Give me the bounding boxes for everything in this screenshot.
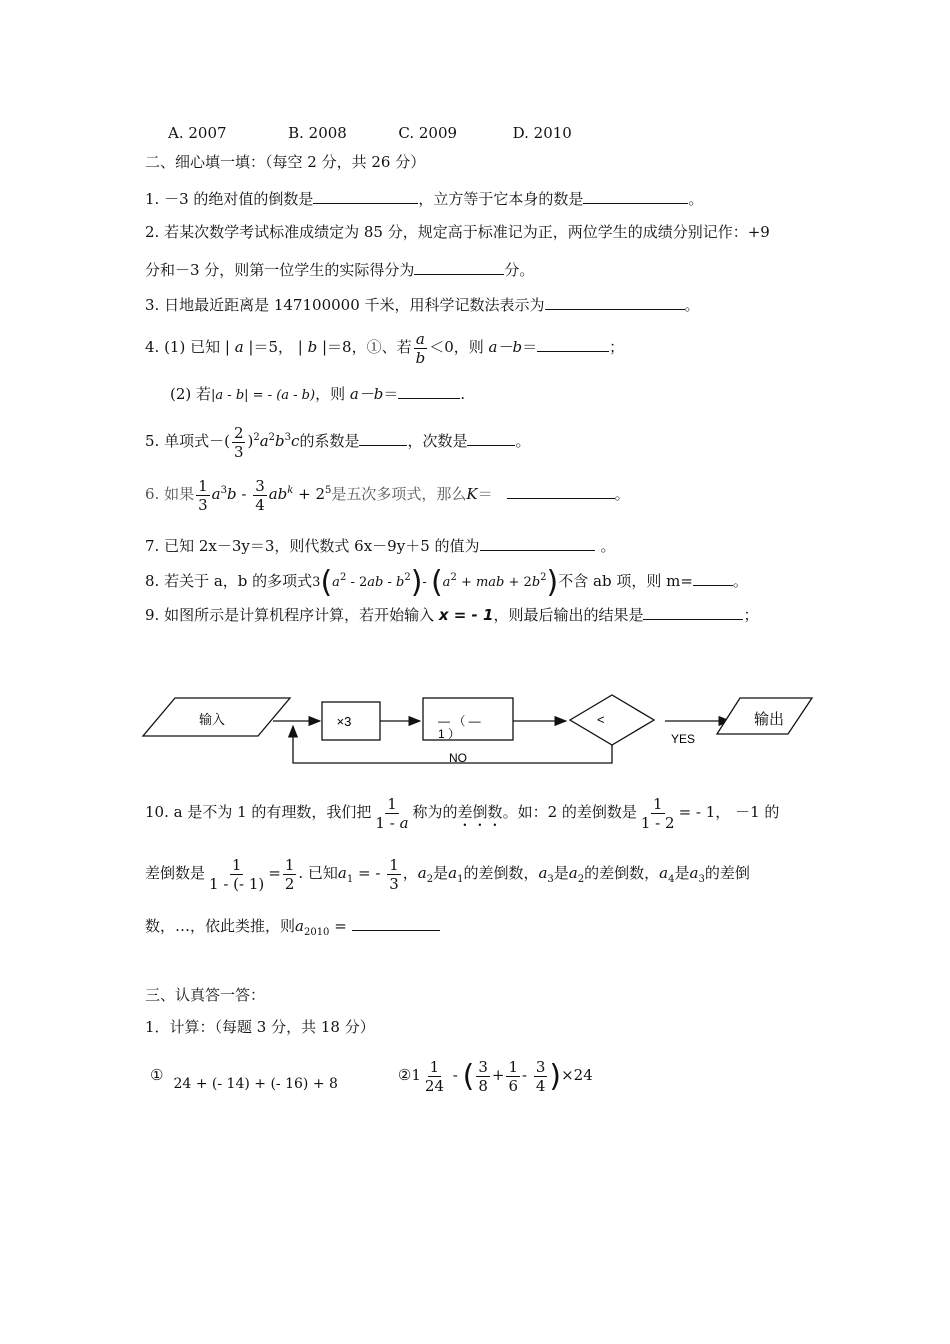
q7-blank[interactable]: [480, 534, 595, 551]
calc-2-expression: 1 $\frac{1}{24}$ - ( $\frac{3}{8}$ + $\frac{1}{6}$ - $\frac{3}{4}$ )×24: [411, 1057, 593, 1095]
q8-blank[interactable]: [693, 569, 733, 586]
q6-text-b: 是五次多项式，那么: [331, 485, 467, 503]
q6-blank[interactable]: [507, 482, 615, 499]
q10-text-d: ， －1 的: [715, 803, 780, 821]
q10-text-f: . 已知: [298, 864, 338, 882]
q10-text-j: 的差倒数，: [584, 864, 660, 882]
q10-text-g: 是: [433, 864, 449, 882]
choice-options: [168, 123, 572, 143]
question-4-part-1: [145, 327, 624, 367]
question-4-part-2: [170, 382, 465, 406]
q4-frac-den: b: [415, 348, 426, 367]
q10-def-fraction: $\frac{1}{1 - a}$: [375, 794, 409, 832]
q4-eq: ＝: [522, 338, 538, 356]
q4-text-d: ＜0，则: [429, 338, 489, 356]
q10-text-l: 的差倒: [704, 864, 750, 882]
output-label: 输出: [753, 711, 785, 728]
q5-fraction: [232, 424, 246, 461]
q4-var-a: a: [234, 338, 244, 356]
q10-a1-def: $a_1$ = - $\frac{1}{3}$: [337, 855, 399, 893]
question-9: [145, 603, 758, 625]
q6-polynomial: $\frac{1}{3}$ $a^3b$ - $\frac{3}{4}$ $ab^k + 2^5$: [198, 476, 332, 514]
q6-end: 。: [614, 485, 630, 503]
input-label: 输入: [198, 712, 226, 727]
q10-text-a: 10. a 是不为 1 的有理数，我们把: [145, 803, 372, 821]
q1-text-b: ，立方等于它本身的数是: [418, 190, 584, 208]
q10-a2010: $a_{2010}$: [295, 917, 330, 938]
question-6: [145, 468, 630, 517]
compare-diamond: [570, 695, 654, 745]
calc-problems: [150, 1050, 593, 1109]
q10-text-c: 。如：2 的差倒数是: [502, 803, 637, 821]
q1-blank-2[interactable]: [583, 187, 688, 204]
q10-text-e: 差倒数是: [145, 864, 206, 882]
q10-text-k: 是: [674, 864, 690, 882]
q7-text-a: 7. 已知 2x－3y＝3，则代数式 6x－9y＋5 的值为: [145, 537, 480, 555]
question-3: [145, 293, 700, 315]
q1-blank-1[interactable]: [313, 187, 418, 204]
q4b-condition: |a - b| = - (a - b): [211, 388, 316, 403]
q4-text-c: |＝8，①、若: [317, 338, 412, 356]
question-2-line-2: [145, 258, 534, 280]
q5-frac-num: 2: [233, 423, 244, 442]
question-10-line-1: 10. a 是不为 1 的有理数，我们把 $\frac{1}{1 - a}$ 称为的差倒数。如：2 的差倒数是 $\frac{1}{1 - 2}$ = - 1， －1 的: [145, 794, 780, 832]
q9-input-expr: x = - 1: [438, 606, 494, 624]
q2-blank[interactable]: [414, 258, 504, 275]
calc-1-marker: ①: [150, 1066, 164, 1084]
q10-text-b: 称为的: [412, 803, 458, 821]
yes-label: YES: [671, 732, 696, 746]
question-1: [145, 187, 703, 209]
q4b-end: .: [460, 385, 466, 403]
q10-a3: $a_3$: [538, 864, 554, 885]
question-8: [145, 565, 748, 600]
calc-1-expression: 24 + (- 14) + (- 16) + 8: [173, 1076, 338, 1092]
q10-a2: $a_2$: [417, 864, 434, 885]
q5-paren: ): [247, 432, 254, 450]
q8-text-a: 8. 若关于 a，b 的多项式: [145, 572, 313, 590]
q8-polynomial: $3(a^2 - 2ab - b^2)-$ ($a^2$ + mab + $2b^2$): [312, 565, 559, 600]
question-10-line-3: 数，…，依此类推，则$a_{2010}$ =: [145, 914, 440, 943]
q10-a4: $a_4$: [659, 864, 675, 885]
question-10-line-2: 差倒数是 $\frac{1}{1 - (- 1)}$ = $\frac{1}{2}$ . 已知$a_1$ = - $\frac{1}{3}$ ，$a_2$是$a_1$的差倒数，$a_3$是$a_2$的差倒数，$a_4$是$a_3$的差倒: [145, 855, 750, 893]
q9-end: ；: [743, 606, 759, 624]
q1-text-c: 。: [688, 190, 704, 208]
q6-eq: ＝: [477, 485, 493, 503]
q8-end: 。: [732, 572, 748, 590]
q4b-text-a: (2) 若: [170, 385, 212, 403]
q5-blank-2[interactable]: [467, 429, 515, 446]
option-a: A. 2007: [168, 124, 227, 142]
calc-2-marker: ②: [397, 1066, 412, 1084]
q7-end: 。: [600, 537, 616, 555]
minus-label-top: — （ —: [438, 714, 481, 728]
section-3-title: 三、认真答一答：: [145, 986, 266, 1004]
q4-blank-2[interactable]: [398, 382, 460, 399]
q4-var-b: b: [307, 338, 318, 356]
q9-text-b: ，则最后输出的结果是: [493, 606, 644, 624]
times3-label: ×3: [336, 714, 352, 729]
q10-blank[interactable]: [352, 914, 440, 931]
q10-text-h: 的差倒数，: [463, 864, 539, 882]
question-5: [145, 418, 530, 461]
q3-text-b: 。: [684, 296, 700, 314]
q6-var-k: K: [466, 485, 478, 503]
no-label: NO: [449, 751, 467, 765]
q3-blank[interactable]: [545, 293, 685, 310]
q4-text-a: 4. (1) 已知 |: [145, 338, 235, 356]
q9-blank[interactable]: [643, 603, 743, 620]
q4b-text-b: ，则: [315, 385, 350, 403]
q5-monomial: $^2a^2b^3c$: [253, 432, 300, 450]
q9-text-a: 9. 如图所示是计算机程序计算，若开始输入: [145, 606, 439, 624]
q2-text-b: 分。: [504, 261, 535, 279]
option-d: D. 2010: [512, 124, 572, 142]
q3-text-a: 3. 日地最近距离是 147100000 千米，用科学记数法表示为: [145, 296, 545, 314]
program-flowchart: [140, 690, 820, 770]
section-3-subtitle: 1．计算：（每题 3 分，共 18 分）: [145, 1018, 375, 1036]
q6-text-a: 6. 如果: [145, 485, 195, 503]
q4-blank-1[interactable]: [537, 335, 609, 352]
q5-text-a: 5. 单项式－(: [145, 432, 230, 450]
q10-text-i: 是: [553, 864, 569, 882]
q4b-expr: a－b: [349, 385, 384, 403]
q10-half-fraction: $\frac{1}{2}$: [284, 855, 295, 893]
q10-example2-fraction: $\frac{1}{1 - (- 1)}$: [209, 855, 265, 893]
q4-fraction-a-over-b: [414, 330, 428, 367]
minus-label-bottom: 1 ）: [438, 727, 461, 741]
q4-text-b: |＝5， |: [243, 338, 308, 356]
q5-text-d: 。: [515, 432, 531, 450]
q10-a3b: $a_3$: [689, 864, 705, 885]
q10-text-m: 数，…，依此类推，则: [145, 917, 296, 935]
q2-text-a: 分和－3 分，则第一位学生的实际得分为: [145, 261, 415, 279]
question-7: [145, 534, 616, 556]
compare-label: <: [597, 712, 605, 727]
q4-end: ；: [609, 338, 625, 356]
q4-expr: a－b: [488, 338, 523, 356]
section-2-title: 二、细心填一填：（每空 2 分，共 26 分）: [145, 153, 426, 171]
q10-a2b: $a_2$: [568, 864, 585, 885]
q5-text-c: ，次数是: [407, 432, 468, 450]
q5-text-b: 的系数是: [299, 432, 360, 450]
q1-text-a: 1. －3 的绝对值的倒数是: [145, 190, 314, 208]
option-c: C. 2009: [398, 124, 458, 142]
question-2-line-1: 2. 若某次数学考试标准成绩定为 85 分，规定高于标准记为正，两位学生的成绩分别记作：+9: [145, 223, 770, 241]
q5-blank-1[interactable]: [359, 429, 407, 446]
q10-example-fraction: $\frac{1}{1 - 2}$: [640, 794, 675, 832]
calc-2-tail: ×24: [561, 1066, 593, 1084]
q5-frac-den: 3: [233, 442, 244, 461]
q4-frac-num: a: [415, 329, 425, 348]
q10-a1: $a_1$: [448, 864, 464, 885]
q10-term: 差倒数: [457, 803, 503, 821]
q8-text-b: 不含 ab 项，则 m=: [558, 572, 693, 590]
q4b-eq: ＝: [383, 385, 399, 403]
option-b: B. 2008: [288, 124, 347, 142]
